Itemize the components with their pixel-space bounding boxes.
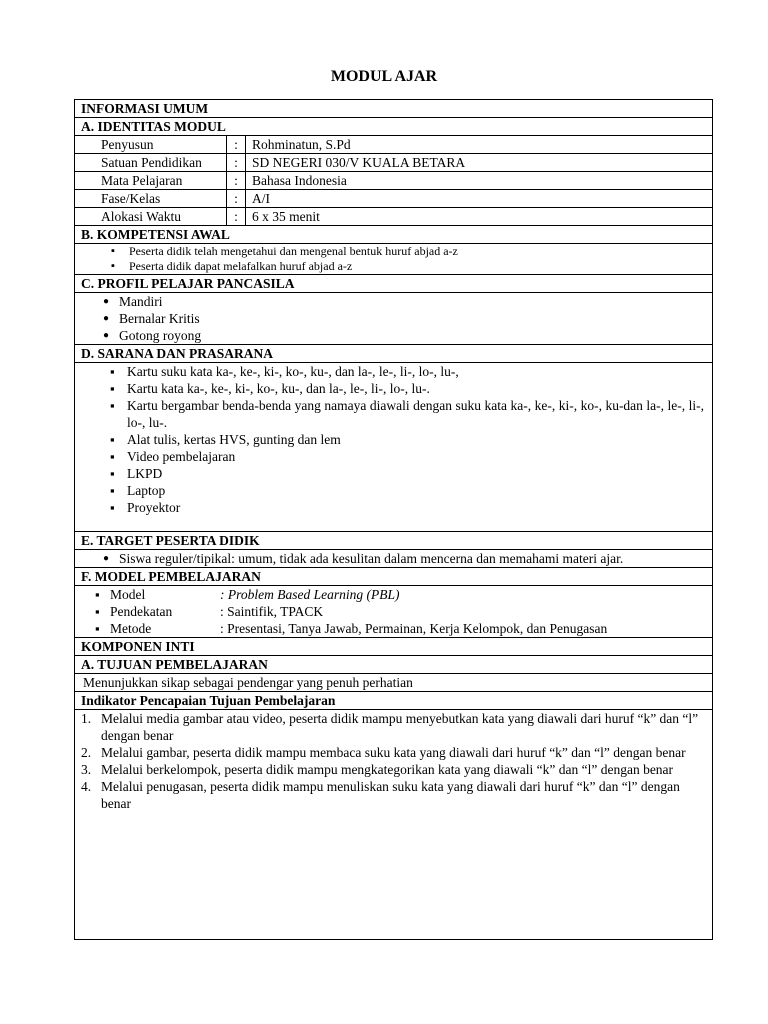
indikator-list: [75, 710, 712, 812]
tujuan-heading: A. TUJUAN PEMBELAJARAN: [75, 656, 712, 674]
identitas-label: Penyusun: [75, 136, 227, 153]
identitas-row: [75, 172, 712, 190]
identitas-section: [75, 136, 712, 226]
model-label: ▪ Model: [75, 586, 220, 603]
identitas-value: Bahasa Indonesia: [252, 173, 347, 188]
identitas-separator: :: [227, 154, 246, 171]
identitas-label: Satuan Pendidikan: [75, 154, 227, 171]
identitas-separator: :: [227, 208, 246, 225]
tujuan-text: Menunjukkan sikap sebagai pendengar yang penuh perhatian: [75, 674, 712, 692]
profil-section: [75, 293, 712, 345]
kompetensi-section: [75, 244, 712, 275]
kompetensi-heading: B. KOMPETENSI AWAL: [75, 226, 712, 244]
model-label: ▪ Pendekatan: [75, 603, 220, 620]
model-label: ▪ Metode: [75, 620, 220, 637]
sarana-list: [75, 363, 712, 516]
identitas-separator: :: [227, 136, 246, 153]
list-item: ▪ Kartu bergambar benda-benda yang namaya diawali dengan suku kata ka-, ke-, ki-, ko-, ku-dan la-, le-, li-, lo-, lu-.: [75, 397, 712, 431]
identitas-value: 6 x 35 menit: [252, 209, 320, 224]
item-text: Melalui berkelompok, peserta didik mampu mengkategorikan kata yang diawali “k” dan “l” dengan benar: [101, 762, 674, 777]
document-title: MODUL AJAR: [330, 68, 438, 85]
informasi-umum-heading: INFORMASI UMUM: [75, 100, 712, 118]
list-item: ● Gotong royong: [75, 327, 712, 344]
model-row: [75, 603, 712, 620]
list-item: ● Bernalar Kritis: [75, 310, 712, 327]
profil-list: [75, 293, 712, 344]
identitas-heading: A. IDENTITAS MODUL: [75, 118, 712, 136]
model-value: : Presentasi, Tanya Jawab, Permainan, Kerja Kelompok, dan Penugasan: [220, 621, 608, 636]
list-item: [75, 761, 712, 778]
indikator-heading: Indikator Pencapaian Tujuan Pembelajaran: [75, 692, 712, 710]
list-item: [75, 778, 712, 812]
list-item: [75, 744, 712, 761]
target-section: [75, 550, 712, 568]
identitas-value: A/I: [252, 191, 270, 206]
list-item: ▪ LKPD: [75, 465, 712, 482]
list-item: ● Siswa reguler/tipikal: umum, tidak ada kesulitan dalam mencerna dan memahami materi ajar.: [75, 550, 712, 567]
sarana-heading: D. SARANA DAN PRASARANA: [75, 345, 712, 363]
komponen-inti-heading: KOMPONEN INTI: [75, 638, 712, 656]
list-item: ▪ Proyektor: [75, 499, 712, 516]
item-number: 2.: [81, 745, 92, 760]
identitas-value: Rohminatun, S.Pd: [252, 137, 351, 152]
identitas-separator: :: [227, 190, 246, 207]
identitas-row: [75, 136, 712, 154]
identitas-label: Mata Pelajaran: [75, 172, 227, 189]
identitas-row: [75, 154, 712, 172]
kompetensi-list: [75, 244, 712, 274]
model-section: [75, 586, 712, 638]
item-number: 3.: [81, 762, 92, 777]
identitas-value: SD NEGERI 030/V KUALA BETARA: [252, 155, 466, 170]
list-item: ▪ Laptop: [75, 482, 712, 499]
sarana-section: [75, 363, 712, 532]
identitas-label: Alokasi Waktu: [75, 208, 227, 225]
indikator-section: [75, 710, 712, 812]
list-item: ▪ Video pembelajaran: [75, 448, 712, 465]
identitas-row: [75, 190, 712, 208]
model-row: [75, 586, 712, 603]
item-number: 1.: [81, 711, 92, 726]
model-value: : Problem Based Learning (PBL): [220, 587, 400, 602]
list-item: [75, 710, 712, 744]
list-item: ▪ Alat tulis, kertas HVS, gunting dan lem: [75, 431, 712, 448]
list-item: ▪ Peserta didik telah mengetahui dan mengenal bentuk huruf abjad a-z: [75, 244, 712, 259]
item-text: Melalui penugasan, peserta didik mampu menuliskan suku kata yang diawali dari huruf “k” dan “l” dengan benar: [101, 779, 680, 811]
list-item: ▪ Peserta didik dapat melafalkan huruf abjad a-z: [75, 259, 712, 274]
module-table: [74, 99, 713, 940]
list-item: ● Mandiri: [75, 293, 712, 310]
item-number: 4.: [81, 779, 92, 794]
item-text: Melalui media gambar atau video, peserta didik mampu menyebutkan kata yang diawali dari huruf “k” dan “l” dengan benar: [101, 711, 699, 743]
identitas-label: Fase/Kelas: [75, 190, 227, 207]
profil-heading: C. PROFIL PELAJAR PANCASILA: [75, 275, 712, 293]
model-row: [75, 620, 712, 637]
model-value: : Saintifik, TPACK: [220, 604, 324, 619]
target-heading: E. TARGET PESERTA DIDIK: [75, 532, 712, 550]
identitas-separator: :: [227, 172, 246, 189]
list-item: ▪ Kartu kata ka-, ke-, ki-, ko-, ku-, dan la-, le-, li-, lo-, lu-.: [75, 380, 712, 397]
model-heading: F. MODEL PEMBELAJARAN: [75, 568, 712, 586]
identitas-row: [75, 208, 712, 225]
list-item: ▪ Kartu suku kata ka-, ke-, ki-, ko-, ku-, dan la-, le-, li-, lo-, lu-,: [75, 363, 712, 380]
target-list: [75, 550, 712, 567]
item-text: Melalui gambar, peserta didik mampu membaca suku kata yang diawali dari huruf “k” dan “l” dengan benar: [101, 745, 686, 760]
